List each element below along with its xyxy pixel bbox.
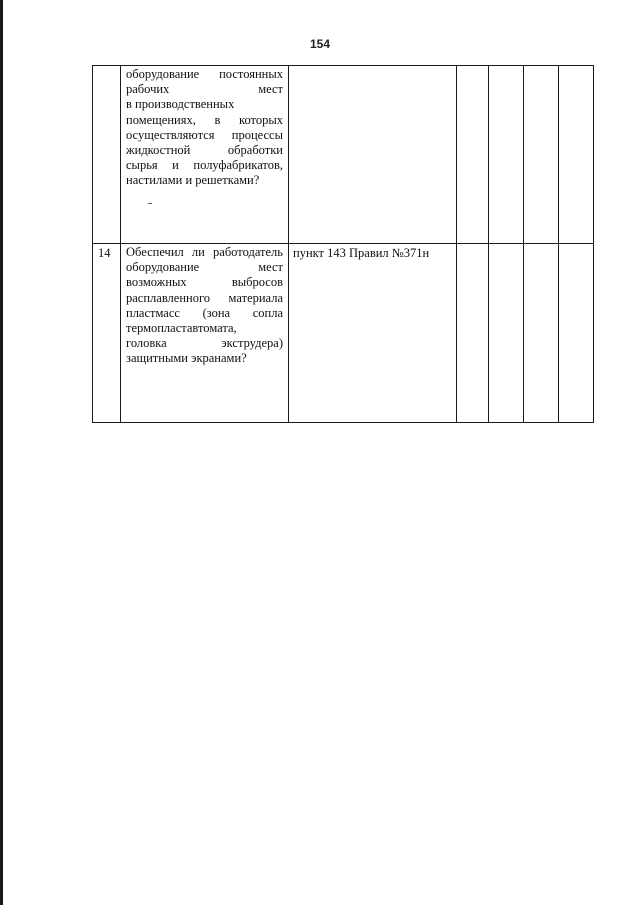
question-line: оборудование мест <box>126 260 283 275</box>
question-line: в производственных <box>126 97 235 112</box>
row-number <box>93 66 121 244</box>
question-line: расплавленного материала <box>126 290 283 305</box>
empty-cell <box>457 66 489 244</box>
question-cell <box>121 66 289 244</box>
question-line: оборудование постоянных <box>126 67 283 81</box>
question-line: защитными экранами? <box>126 351 247 366</box>
scan-edge <box>0 0 3 905</box>
page-number: 154 <box>309 37 331 51</box>
empty-cell <box>489 244 524 423</box>
table-row <box>93 244 594 423</box>
question-line: помещениях, в которых <box>126 112 283 127</box>
reference-cell <box>289 66 457 244</box>
question-line: рабочих мест <box>126 82 283 97</box>
reference-cell: пункт 143 Правил №371н <box>289 244 457 423</box>
question-line: возможных выбросов <box>126 275 283 290</box>
question-line: настилами и решетками? <box>126 173 260 188</box>
empty-cell <box>489 66 524 244</box>
question-line: осуществляются процессы <box>126 127 283 142</box>
empty-cell <box>524 66 559 244</box>
scan-speck <box>148 203 152 204</box>
question-line: головка экструдера) <box>126 336 283 351</box>
empty-cell <box>457 244 489 423</box>
question-line: сырья и полуфабрикатов, <box>126 158 283 173</box>
empty-cell <box>524 244 559 423</box>
empty-cell <box>559 244 594 423</box>
row-number: 14 <box>93 244 121 423</box>
question-cell <box>121 244 289 423</box>
question-line: жидкостной обработки <box>126 143 283 158</box>
table-row <box>93 66 594 244</box>
empty-cell <box>559 66 594 244</box>
question-line: термопластавтомата, <box>126 321 237 336</box>
question-line: пластмасс (зона сопла <box>126 305 283 320</box>
checklist-table <box>92 65 594 423</box>
question-line: Обеспечил ли работодатель <box>126 245 283 259</box>
